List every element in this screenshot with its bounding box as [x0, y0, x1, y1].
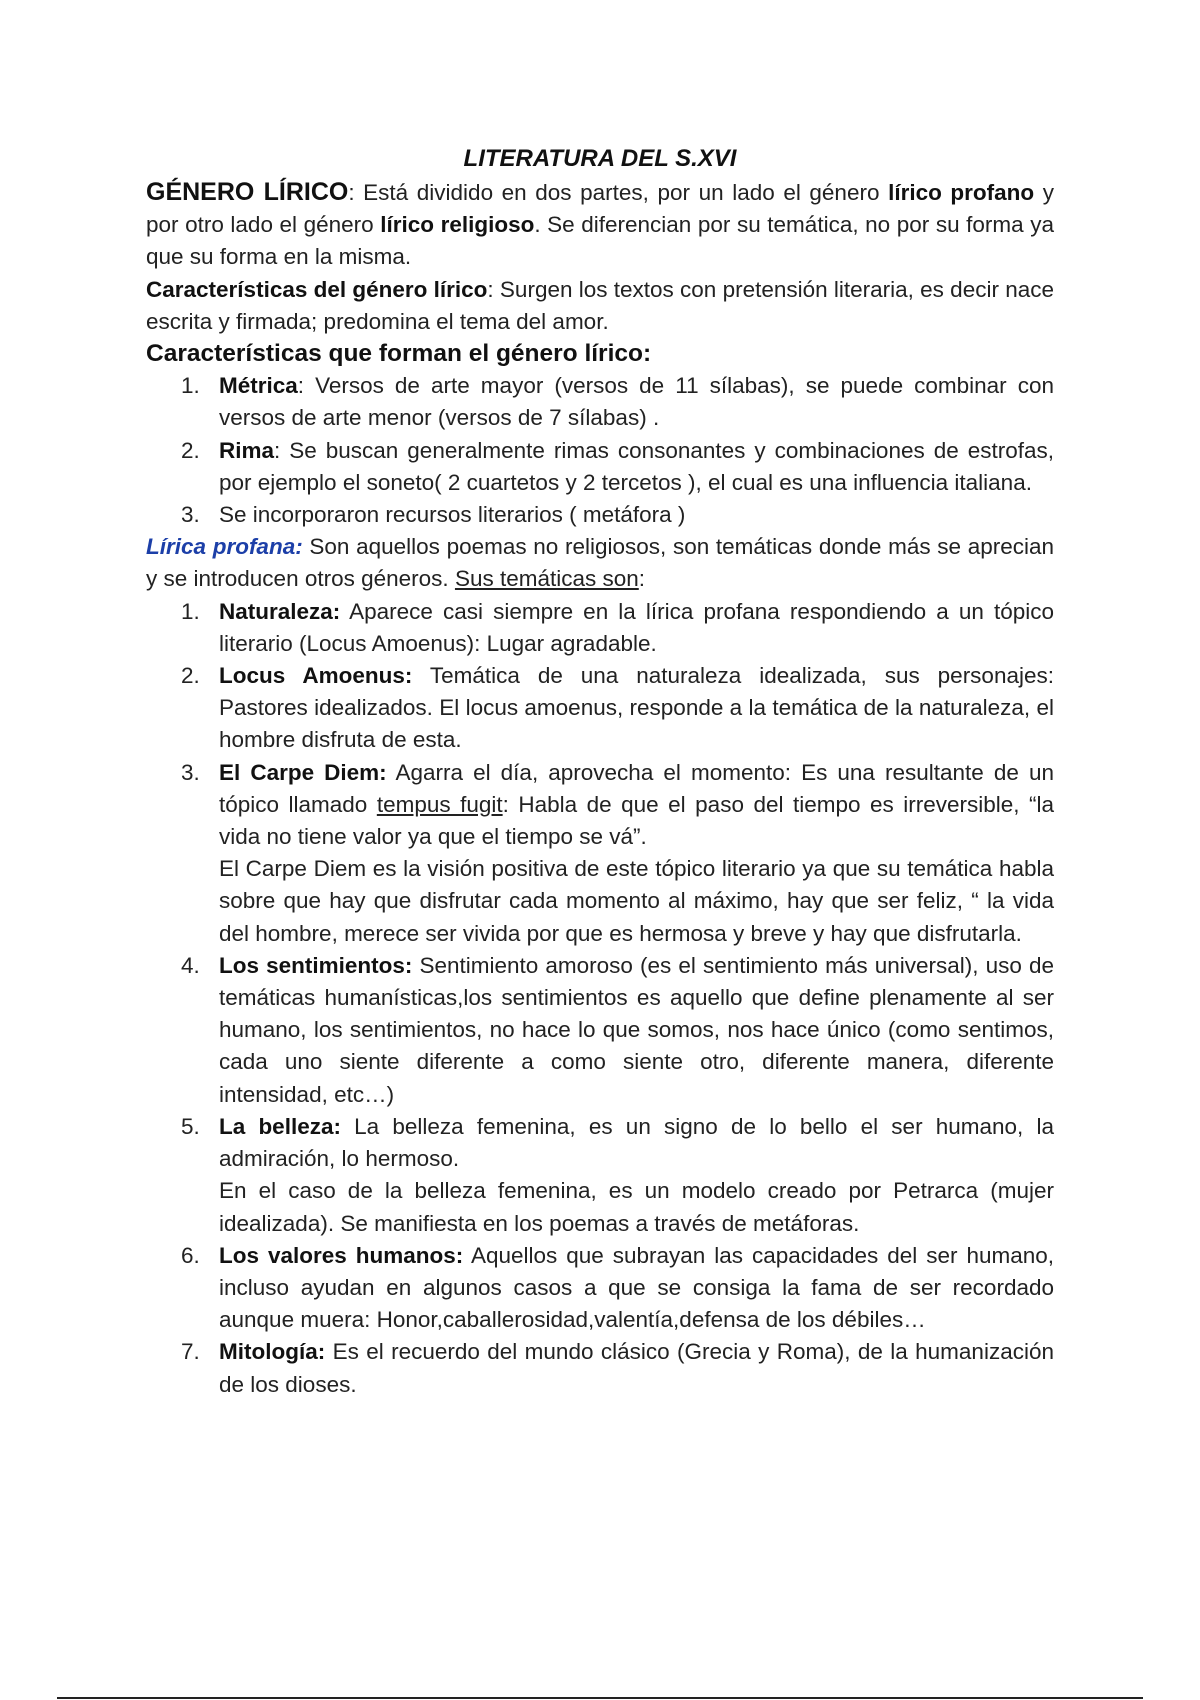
document-page [146, 142, 1054, 1401]
page-title: LITERATURA DEL S.XVI [463, 145, 737, 172]
characteristics-paragraph: Características del género lírico: Surgen los textos con pretensión literaria, es decir nace escrita y firmada; predomina el tema del amor. [146, 276, 1054, 334]
list-item: 1. Naturaleza: Aparece casi siempre en la lírica profana respondiendo a un tópico literario (Locus Amoenus): Lugar agradable. [181, 598, 1054, 656]
section-heading: Características que forman el género lírico: [146, 340, 652, 368]
page-bottom-rule [57, 1697, 1143, 1699]
list-item: 2. Locus Amoenus: Temática de una naturaleza idealizada, sus personajes: Pastores idealizados. El locus amoenus, responde a la temática de la naturaleza, el hombre disfruta de esta. [181, 663, 1054, 753]
list-item: 7. Mitología: Es el recuerdo del mundo clásico (Grecia y Roma), de la humanización de los dioses. [181, 1339, 1054, 1397]
characteristics-list [146, 370, 1054, 531]
themes-list [146, 596, 1054, 1401]
intro-paragraph: GÉNERO LÍRICO: Está dividido en dos partes, por un lado el género lírico profano y por otro lado el género lírico religioso. Se diferencian por su temática, no por su forma ya que su forma en la misma. [146, 178, 1054, 270]
profana-paragraph: Lírica profana: Son aquellos poemas no religiosos, son temáticas donde más se aprecian y se introducen otros géneros. Sus temáticas son: [146, 534, 1055, 592]
list-item: 1. Métrica: Versos de arte mayor (versos de 11 sílabas), se puede combinar con versos de arte menor (versos de 7 sílabas) . [181, 373, 1054, 431]
genre-heading: GÉNERO LÍRICO [146, 178, 349, 206]
list-item: 3. El Carpe Diem: Agarra el día, aprovecha el momento: Es una resultante de un tópico llamado tempus fugit: Habla de que el paso del tiempo es irreversible, “la vida no tiene valor ya que el tiempo se vá”. El Carpe Diem es la visión positiva de este tópico literario ya que su temática habla sobre que hay que disfrutar cada momento al máximo, hay que ser feliz, “ la vida del hombre, merece ser vivida por que es hermosa y breve y hay que disfrutarla. [181, 759, 1054, 946]
list-item: 6. Los valores humanos: Aquellos que subrayan las capacidades del ser humano, incluso ayudan en algunos casos a que se consiga la fama de ser recordado aunque muera: Honor,caballerosidad,valentía,defensa de los débiles… [181, 1242, 1055, 1333]
profana-heading: Lírica profana: [146, 534, 303, 560]
list-item: 2. Rima: Se buscan generalmente rimas consonantes y combinaciones de estrofas, por ejemplo el soneto( 2 cuartetos y 2 tercetos ), el cual es una influencia italiana. [181, 437, 1054, 495]
list-item: 3. Se incorporaron recursos literarios ( metáfora ) [181, 502, 686, 528]
list-item: 4. Los sentimientos: Sentimiento amoroso (es el sentimiento más universal), uso de temáticas humanísticas,los sentimientos es aquello que define plenamente al ser humano, los sentimientos, no hace lo que somos, nos hace único (como sentimos, cada uno siente diferente a como siente otro, diferente manera, diferente intensidad, etc…) [181, 952, 1054, 1107]
list-item: 5. La belleza: La belleza femenina, es un signo de lo bello el ser humano, la admiración, lo hermoso. En el caso de la belleza femenina, es un modelo creado por Petrarca (mujer idealizada). Se manifiesta en los poemas a través de metáforas. [181, 1113, 1055, 1236]
